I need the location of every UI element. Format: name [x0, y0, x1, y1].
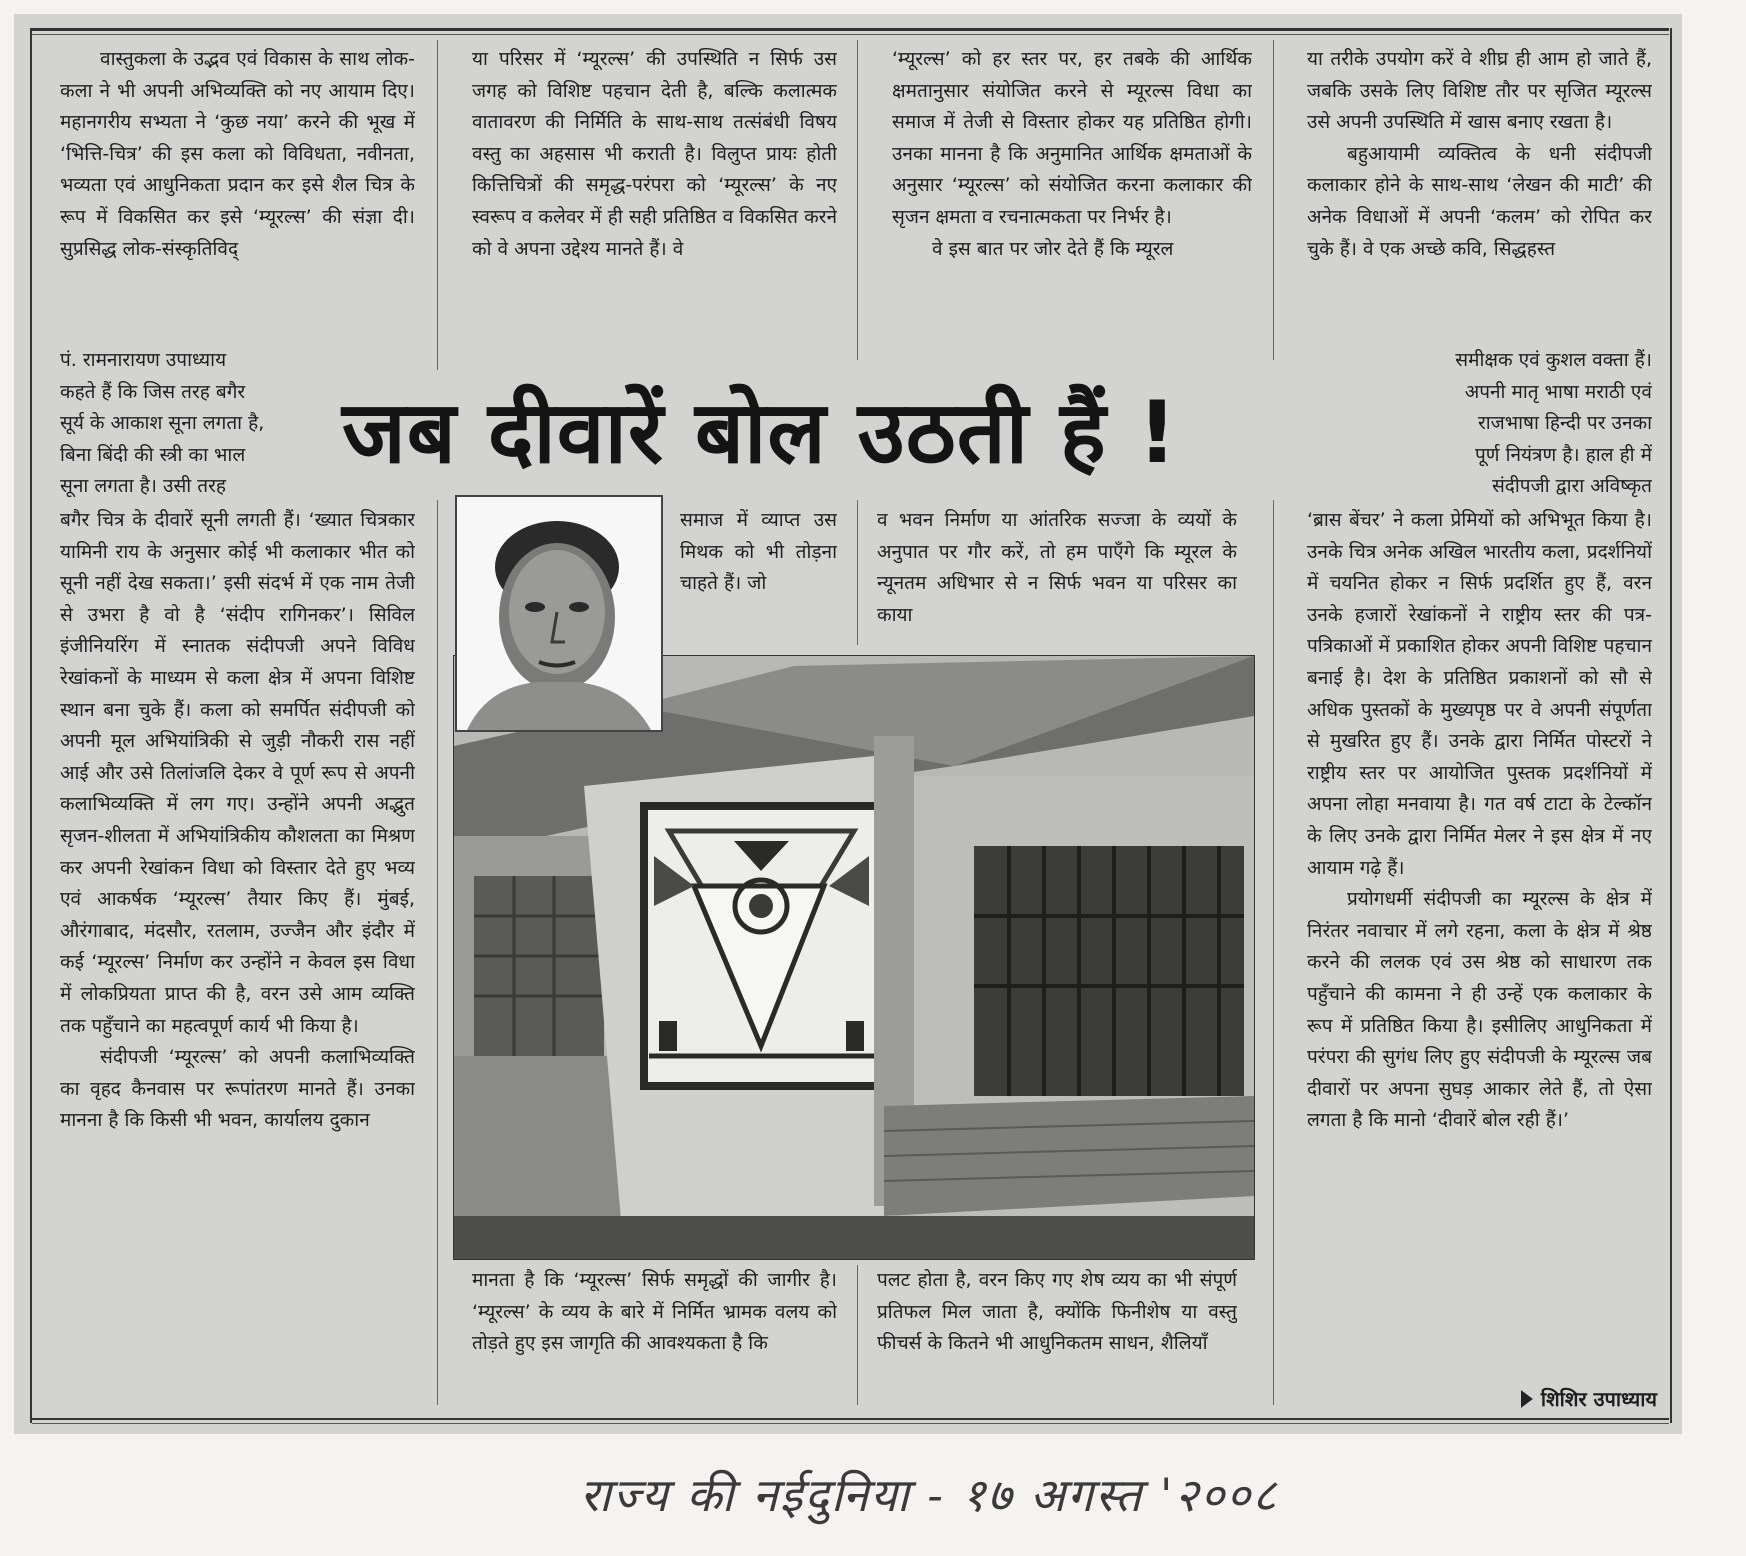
- column-3-mid: [877, 505, 1237, 645]
- column-divider-1-lower: [437, 500, 438, 1405]
- column-4-lower: [1307, 505, 1652, 1375]
- column-4-paragraph-1: या तरीके उपयोग करें वे शीघ्र ही आम हो जाते हैं, जबकि उसके लिए विशिष्ट तौर पर सृजित म्यूरल्स उसे अपनी उपस्थिति में खास बनाए रखता है।: [1307, 48, 1652, 134]
- narrow-line: अपनी मातृ भाषा मराठी एवं: [1464, 380, 1652, 403]
- top-rule-thin: [32, 34, 1669, 35]
- column-3-bottom-text: पलट होता है, वरन किए गए शेष व्यय का भी संपूर्ण प्रतिफल मिल जाता है, क्योंकि फिनीशेष या वस्तु फीचर्स के कितने भी आधुनिकतम साधन, शैलियाँ: [877, 1269, 1237, 1355]
- column-3-bottom: [877, 1265, 1237, 1405]
- narrow-line: समीक्षक एवं कुशल वक्ता हैं।: [1455, 349, 1652, 371]
- narrow-line: पूर्ण नियंत्रण है। हाल ही में: [1475, 443, 1652, 466]
- column-3-top-paragraph-2: वे इस बात पर जोर देते हैं कि म्यूरल: [932, 237, 1174, 260]
- author-portrait: [455, 495, 663, 732]
- handwritten-source-note: राज्य की नईदुनिया - १७ अगस्त '२००८: [580, 1468, 1279, 1522]
- column-4-paragraph-3: प्रयोगधर्मी संदीपजी का म्यूरल्स के क्षेत्र में निरंतर नवाचार में लगे रहना, कला के क्षेत्र में श्रेष्ठ करने की ललक एवं उस श्रेष्ठ को साधारण तक पहुँचाने की कामना ने ही उन्हें एक कलाकार के रूप में प्रतिष्ठित किया है। इसीलिए आधुनिकता में परंपरा की सुगंध लिए हुए संदीपजी के म्यूरल्स जब दीवारों पर अपना सुघड़ आकार लेते हैं, तो ऐसा लगता है कि मानो ‘दीवारें बोल रही हैं।’: [1307, 888, 1652, 1132]
- byline: [1432, 1385, 1657, 1413]
- column-2-top-text: या परिसर में ‘म्यूरल्स’ की उपस्थिति न सिर्फ उस जगह को विशिष्ट पहचान देती है, बल्कि कलात्मक वातावरण की निर्मिति के साथ-साथ तत्संबंधी विषय वस्तु का अहसास भी कराती है। विलुप्त प्रायः होती कित्तिचित्रों की समृद्ध-परंपरा को ‘म्यूरल्स’ के नए स्वरूप व कलेवर में ही सही प्रतिष्ठित व विकसित करने को वे अपना उद्देश्य मानते हैं। वे: [472, 48, 837, 260]
- column-2-top: [472, 44, 837, 360]
- column-divider-2-bottom: [857, 1265, 858, 1405]
- column-divider-2-mid: [857, 500, 858, 645]
- narrow-line: कहते हैं कि जिस तरह बगैर: [60, 380, 246, 403]
- column-4-paragraph-2: बहुआयामी व्यक्तित्व के धनी संदीपजी कलाकार होने के साथ-साथ ‘लेखन की माटी’ की अनेक विधाओं में अपनी ‘कलम’ को रोपित कर चुके हैं। वे एक अच्छे कवि, सिद्धहस्त: [1307, 142, 1652, 260]
- bottom-rule: [32, 1418, 1669, 1420]
- column-1-lower: [60, 505, 415, 1415]
- right-rule: [1670, 28, 1672, 1423]
- column-divider-1: [437, 40, 438, 370]
- headline: जब दीवारें बोल उठती हैं !: [342, 383, 1178, 483]
- column-2-mid: [680, 505, 837, 645]
- column-1-paragraph-1-continued: बगैर चित्र के दीवारें सूनी लगती हैं। ‘ख्यात चित्रकार यामिनी राय के अनुसार कोई भी कलाकार भीत को सूनी नहीं देख सकता।’ इसी संदर्भ में एक नाम तेजी से उभरा है वो है ‘संदीप रागिनकर’। सिविल इंजीनियरिंग में स्नातक संदीपजी अपने विविध रेखांकनों के माध्यम से कला क्षेत्र में अपना विशिष्ट स्थान बना चुके हैं। कला को समर्पित संदीपजी को अपनी मूल अभियांत्रिकी से जुड़ी नौकरी रास नहीं आई और उसे तिलांजलि देकर वे पूर्ण रूप से अपनी कलाभिव्यक्ति में लग गए। उन्होंने अपनी अद्भुत सृजन-शीलता में अभियांत्रिकीय कौशलता का मिश्रण कर अपनी रेखांकन विधा को विस्तार देते हुए भव्य एवं आकर्षक ‘म्यूरल्स’ तैयार किए हैं। मुंबई, औरंगाबाद, मंदसौर, रतलाम, उज्जैन और इंदौर में कई ‘म्यूरल्स’ निर्माण कर उन्होंने न केवल इस विधा में लोकप्रियता प्राप्त की है, वरन उसे आम व्यक्ति तक पहुँचाने का महत्वपूर्ण कार्य भी किया है।: [60, 509, 415, 1037]
- mural-building-photo: [453, 655, 1255, 1260]
- narrow-line: सूना लगता है। उसी तरह: [60, 475, 226, 498]
- byline-marker-icon: [1521, 1390, 1533, 1408]
- narrow-line: सूर्य के आकाश सूना लगता है,: [60, 412, 265, 435]
- portrait-illustration: [457, 497, 661, 730]
- column-4-top: [1307, 44, 1652, 360]
- column-4-narrow: [1375, 345, 1652, 505]
- column-2-bottom-text: मानता है कि ‘म्यूरल्स’ सिर्फ समृद्धों की जागीर है। ‘म्यूरल्स’ के व्यय के बारे में निर्मित भ्रामक वलय को तोड़ते हुए इस जागृति की आवश्यकता है कि: [472, 1269, 837, 1355]
- column-divider-3: [1273, 40, 1274, 360]
- narrow-line: पं. रामनारायण उपाध्याय: [60, 349, 227, 371]
- column-4-paragraph-2-continued: ‘ब्रास बेंचर’ ने कला प्रेमियों को अभिभूत किया है। उनके चित्र अनेक अखिल भारतीय कला, प्रदर्शनियों में चयनित होकर न सिर्फ प्रदर्शित हुए हैं, वरन उनके हजारों रेखांकनों ने राष्ट्रीय स्तर की पत्र-पत्रिकाओं में प्रकाशित होकर अपनी विशिष्ट पहचान बनाई है। देश के प्रतिष्ठित प्रकाशनों को सौ से अधिक पुस्तकों के मुख्यपृष्ठ पर वे अपनी संपूर्णता से मुखरित हुए हैं। उनके द्वारा निर्मित पोस्टरों ने राष्ट्रीय स्तर पर आयोजित पुस्तक प्रदर्शनियों में अपना लोहा मनवाया है। गत वर्ष टाटा के टेल्कॉन के लिए उनके द्वारा निर्मित मेलर ने इस क्षेत्र में नए आयाम गढ़े हैं।: [1307, 509, 1652, 879]
- column-3-mid-text: व भवन निर्माण या आंतरिक सज्जा के व्ययों के अनुपात पर गौर करें, तो हम पाएँगे कि म्यूरल के न्यूनतम अधिभार से न सिर्फ भवन या परिसर का काया: [877, 509, 1237, 626]
- byline-text: शिशिर उपाध्याय: [1540, 1387, 1657, 1411]
- left-rule: [30, 28, 32, 1423]
- narrow-line: संदीपजी द्वारा अविष्कृत: [1491, 475, 1652, 498]
- column-1-top: [60, 44, 415, 360]
- column-3-top-paragraph-1: ‘म्यूरल्स’ को हर स्तर पर, हर तबके की आर्थिक क्षमतानुसार संयोजित करने से म्यूरल्स विधा का समाज में तेजी से विस्तार होकर यह प्रतिष्ठित होगी। उनका मानना है कि अनुमानित आर्थिक क्षमताओं के अनुसार ‘म्यूरल्स’ को संयोजित करना कलाकार की सृजन क्षमता व रचनात्मकता पर निर्भर है।: [892, 48, 1252, 228]
- column-1-narrow: [60, 345, 340, 505]
- narrow-line: बिना बिंदी की स्त्री का भाल: [60, 443, 246, 466]
- column-divider-2: [857, 40, 858, 360]
- column-2-mid-text: समाज में व्याप्त उस मिथक को भी तोड़ना चाहते हैं। जो: [680, 509, 837, 595]
- building-illustration: [454, 656, 1254, 1259]
- narrow-line: राजभाषा हिन्दी पर उनका: [1477, 412, 1652, 435]
- column-divider-3-lower: [1273, 500, 1274, 1405]
- column-1-paragraph-2: संदीपजी ‘म्यूरल्स’ को अपनी कलाभिव्यक्ति का वृहद कैनवास पर रूपांतरण मानते हैं। उनका मानना है कि किसी भी भवन, कार्यालय दुकान: [60, 1046, 415, 1132]
- top-rule: [32, 28, 1669, 31]
- column-3-top: [892, 44, 1252, 360]
- bottom-rule-thin: [32, 1423, 1669, 1424]
- column-1-paragraph-1: वास्तुकला के उद्भव एवं विकास के साथ लोक-कला ने भी अपनी अभिव्यक्ति को नए आयाम दिए। महानगरीय सभ्यता ने ‘कुछ नया’ करने की भूख में ‘भित्ति-चित्र’ की इस कला को विविधता, नवीनता, भव्यता एवं आधुनिकता प्रदान कर इसे शैल चित्र के रूप में विकसित कर इसे ‘म्यूरल्स’ की संज्ञा दी। सुप्रसिद्ध लोक-संस्कृतिविद्: [60, 48, 415, 260]
- column-2-bottom: [472, 1265, 837, 1405]
